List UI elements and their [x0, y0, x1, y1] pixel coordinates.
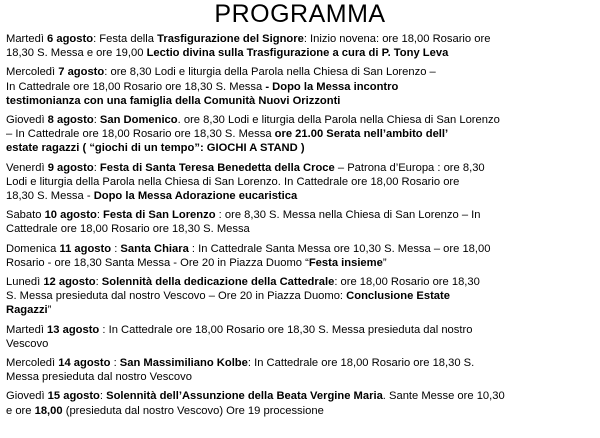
entry-day: Giovedì: [6, 390, 45, 403]
entry-text: Lodi e liturgia della Parola nella Chiesa di San Lorenzo. In Cattedrale ore 18,00 Rosario ore: [6, 175, 460, 188]
entry-highlight-text: San Domenico: [99, 114, 178, 127]
program-entry: [6, 161, 596, 204]
program-entry: [6, 32, 596, 60]
entry-text: : Festa della: [93, 33, 158, 45]
entry-text: – Patrona d’Europa : ore 8,30: [334, 161, 485, 174]
entry-date: 9 agosto: [47, 161, 94, 174]
entry-highlight-text: Festa di Santa Teresa Benedetta della Croce: [99, 161, 335, 174]
entry-highlight-text: estate ragazzi ( “giochi di un tempo”: GIOCHI A STAND ): [6, 142, 305, 155]
program-entry: [6, 389, 596, 417]
entry-day: Martedì: [6, 33, 44, 45]
entry-day: Domenica: [6, 242, 57, 255]
entry-date: 14 agosto: [58, 357, 111, 370]
entry-day: Martedì: [6, 323, 44, 336]
entry-text: . ore 8,30 Lodi e liturgia della Parola nella Chiesa di San Lorenzo: [177, 114, 500, 127]
entry-text: 18,30 S. Messa e ore 19,00: [6, 47, 147, 60]
program-list: [6, 32, 596, 423]
entry-text: Vescovo: [6, 337, 49, 350]
entry-date: 7 agosto: [58, 66, 105, 79]
program-entry: [6, 323, 596, 351]
entry-text: : In Cattedrale Santa Messa ore 10,30 S. Messa – ore 18,00: [188, 242, 491, 255]
entry-text: : In Cattedrale ore 18,00 Rosario ore 18,30 S.: [247, 357, 475, 370]
page-title: PROGRAMMA: [214, 0, 386, 28]
entry-text: (presieduta dal nostro Vescovo) Ore 19 processione: [62, 404, 324, 417]
entry-text: :: [99, 390, 107, 403]
entry-text: Messa presieduta dal nostro Vescovo: [6, 371, 192, 384]
program-entry: [6, 208, 596, 236]
entry-day: Mercoledì: [6, 66, 56, 79]
entry-highlight-text: Festa di San Lorenzo: [103, 209, 216, 222]
entry-day: Sabato: [6, 209, 42, 222]
entry-highlight-text: San Massimiliano Kolbe: [119, 357, 248, 370]
program-entry: [6, 242, 596, 270]
entry-text: :: [96, 209, 104, 222]
entry-day: Lunedì: [6, 276, 41, 289]
entry-day: Mercoledì: [6, 357, 56, 370]
entry-highlight-text: Festa insieme: [308, 256, 383, 269]
entry-text: : ore 18,00 Rosario ore 18,30: [334, 276, 480, 289]
entry-text: – In Cattedrale ore 18,00 Rosario ore 18,30 S. Messa: [6, 128, 275, 141]
entry-text: e ore: [6, 404, 35, 417]
entry-date: 11 agosto: [59, 242, 112, 255]
program-entry: [6, 65, 596, 108]
program-entry: [6, 275, 596, 318]
entry-highlight-text: Conclusione Estate: [346, 290, 450, 303]
entry-highlight-text: Lectio divina sulla Trasfigurazione a cura di P. Tony Leva: [146, 47, 449, 60]
entry-highlight-text: Ragazzi: [6, 304, 48, 317]
entry-text: ”: [382, 256, 387, 269]
entry-text: : ore 8,30 S. Messa nella Chiesa di San Lorenzo – In: [215, 209, 481, 222]
entry-date: 12 agosto: [43, 276, 96, 289]
entry-text: : ore 8,30 Lodi e liturgia della Parola nella Chiesa di San Lorenzo –: [104, 66, 436, 79]
entry-highlight-text: Santa Chiara: [120, 242, 189, 255]
entry-highlight-text: Solennità della dedicazione della Cattedrale: [101, 276, 335, 289]
entry-highlight-text: testimonianza con una famiglia della Comunità Nuovi Orizzonti: [6, 94, 341, 107]
program-entry: [6, 113, 596, 156]
entry-highlight-text: ore 21.00 Serata nell’ambito dell’: [274, 128, 449, 141]
entry-day: Giovedì: [6, 114, 45, 127]
entry-highlight-text: Solennità dell’Assunzione della Beata Vergine Maria: [106, 390, 383, 403]
entry-date: 6 agosto: [47, 33, 94, 45]
entry-date: 8 agosto: [47, 114, 94, 127]
entry-text: Rosario - ore 18,30 Santa Messa - Ore 20 in Piazza Duomo “: [6, 256, 309, 269]
entry-text: . Sante Messe ore 10,30: [382, 390, 505, 403]
entry-text: ”: [47, 304, 52, 317]
entry-day: Venerdì: [6, 161, 45, 174]
entry-date: 13 agosto: [47, 323, 100, 336]
entry-text: : Inizio novena: ore 18,00 Rosario ore: [303, 33, 491, 45]
program-entry: [6, 356, 596, 384]
entry-highlight-text: 18,00: [34, 404, 63, 417]
entry-highlight-text: Trasfigurazione del Signore: [157, 33, 304, 45]
entry-highlight-text: - Dopo la Messa incontro: [265, 80, 399, 93]
entry-text: :: [95, 276, 102, 289]
entry-text: S. Messa presieduta dal nostro Vescovo – Ore 20 in Piazza Duomo:: [6, 290, 347, 303]
entry-text: In Cattedrale ore 18,00 Rosario ore 18,30 S. Messa: [6, 80, 266, 93]
entry-highlight-text: Dopo la Messa Adorazione eucaristica: [93, 190, 298, 203]
entry-date: 10 agosto: [44, 209, 97, 222]
entry-text: : In Cattedrale ore 18,00 Rosario ore 18,30 S. Messa presieduta dal nostro: [99, 323, 473, 336]
entry-text: 18,30 S. Messa -: [6, 190, 94, 203]
entry-text: :: [111, 242, 121, 255]
entry-text: :: [93, 114, 100, 127]
entry-text: :: [110, 357, 120, 370]
entry-text: :: [93, 161, 100, 174]
entry-date: 15 agosto: [47, 390, 100, 403]
entry-text: Cattedrale ore 18,00 Rosario ore 18,30 S. Messa: [6, 223, 250, 236]
